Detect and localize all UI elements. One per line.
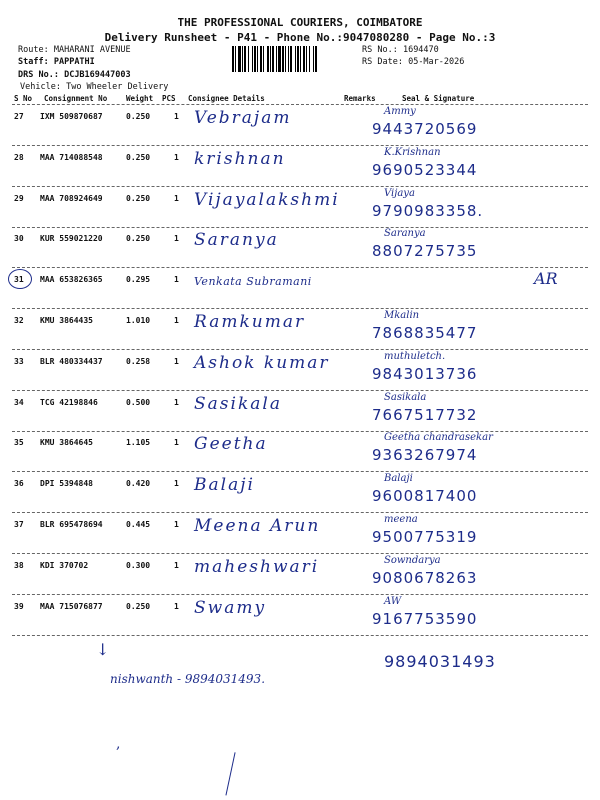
arrow-mark: ↓	[96, 640, 110, 659]
row-phone: 9843013736	[372, 364, 478, 383]
row-pcs: 1	[174, 356, 179, 366]
row-phone: 7667517732	[372, 405, 478, 424]
route-value: MAHARANI AVENUE	[53, 45, 131, 55]
row-pcs: 1	[174, 438, 179, 448]
consignment-row	[0, 432, 600, 472]
consignment-row	[0, 106, 600, 146]
row-pcs: 1	[174, 560, 179, 570]
row-consignee-name: Meena Arun	[194, 516, 321, 536]
row-consignment-no: MAA 708924649	[40, 193, 103, 203]
row-pcs: 1	[174, 397, 179, 407]
row-phone: 9690523344	[372, 160, 478, 179]
staff-line: Staff: PAPPATHI	[18, 57, 95, 67]
row-phone: 9080678263	[372, 568, 478, 587]
consignment-row	[0, 228, 600, 268]
col-weight: Weight	[126, 94, 154, 103]
row-pcs: 1	[174, 152, 179, 162]
row-signature: Mkalin	[384, 310, 420, 321]
row-divider	[12, 635, 588, 636]
row-consignment-no: IXM 509870687	[40, 112, 103, 121]
row-consignee-name: Balaji	[194, 475, 255, 496]
row-weight: 0.300	[126, 560, 151, 570]
row-consignment-no: DPI 5394848	[40, 479, 93, 489]
col-consignee: Consignee Details	[188, 94, 265, 103]
vehicle-line: Vehicle: Two Wheeler Delivery	[20, 82, 169, 92]
row-phone: 9790983358.	[372, 201, 484, 220]
row-consignment-no: MAA 653826365	[40, 275, 103, 285]
row-consignment-no: BLR 695478694	[40, 520, 103, 529]
consignment-row	[0, 147, 600, 187]
row-sno: 38	[14, 560, 24, 570]
vehicle-value: Two Wheeler Delivery	[66, 82, 169, 92]
row-pcs: 1	[174, 479, 179, 489]
rs-date-line: RS Date: 05-Mar-2026	[362, 57, 465, 67]
row-phone: 9363267974	[372, 446, 478, 465]
row-weight: 0.250	[126, 152, 151, 162]
route-line: Route: MAHARANI AVENUE	[18, 45, 131, 55]
row-pcs: 1	[174, 234, 179, 244]
row-pcs: 1	[174, 112, 179, 121]
consignment-row	[0, 596, 600, 636]
row-weight: 0.445	[126, 520, 151, 529]
row-consignee-name: maheshwari	[194, 556, 320, 577]
pen-stroke	[225, 752, 236, 795]
row-weight: 0.250	[126, 234, 151, 244]
col-pcs: PCS	[162, 94, 176, 103]
row-consignment-no: KMU 3864645	[40, 438, 93, 448]
runsheet-title: THE PROFESSIONAL COURIERS, COIMBATORE	[177, 16, 423, 29]
row-pcs: 1	[174, 316, 179, 325]
col-sno: S No	[14, 94, 33, 103]
row-consignee-name: Vebrajam	[194, 108, 292, 128]
row-pcs: 1	[174, 275, 179, 285]
row-signature: Balaji	[384, 473, 413, 485]
row-sno: 33	[14, 356, 24, 366]
col-consignment: Consignment No	[44, 94, 108, 103]
row-weight: 0.295	[126, 275, 151, 285]
row-consignee-name: Vijayalakshmi	[194, 189, 340, 210]
consignment-row	[0, 392, 600, 432]
row-phone: 9600817400	[372, 487, 478, 506]
row-phone: 8807275735	[372, 242, 478, 261]
row-signature: Saranya	[384, 228, 426, 240]
drs-value: DCJB169447003	[64, 70, 131, 80]
row-consignment-no: MAA 715076877	[40, 601, 103, 611]
row-phone: 9443720569	[372, 120, 478, 138]
rs-date-value: 05-Mar-2026	[408, 57, 465, 67]
row-signature: Sowndarya	[384, 554, 441, 566]
row-phone: 9500775319	[372, 528, 478, 546]
row-weight: 0.250	[126, 193, 151, 203]
row-consignee-name: krishnan	[194, 148, 286, 169]
drs-line: DRS No.: DCJB169447003	[18, 70, 131, 80]
row-signature: K.Krishnan	[384, 146, 441, 158]
row-sno: 29	[14, 193, 24, 203]
staff-value: PAPPATHI	[53, 57, 95, 67]
row-phone: 9167753590	[372, 609, 478, 628]
row-weight: 1.010	[126, 316, 151, 325]
row-weight: 1.105	[126, 438, 151, 448]
row-pcs: 1	[174, 601, 179, 611]
row-consignee-name: Ramkumar	[194, 312, 306, 332]
row-signature: AW	[384, 595, 402, 607]
consignment-row	[0, 351, 600, 391]
rs-no-line: RS No.: 1694470	[362, 45, 439, 55]
consignment-row	[0, 514, 600, 554]
row-consignment-no: KUR 559021220	[40, 234, 103, 244]
row-weight: 0.250	[126, 601, 151, 611]
consignment-row	[0, 473, 600, 513]
row-consignment-no: BLR 480334437	[40, 356, 103, 366]
barcode-bar	[317, 46, 318, 72]
row-signature: AR	[534, 269, 558, 289]
row-sno: 32	[14, 316, 24, 325]
handwritten-note: nishwanth - 9894031493.	[110, 672, 266, 686]
row-signature: muthuletch.	[384, 350, 446, 362]
col-remarks: Remarks	[344, 94, 376, 103]
circled-number-mark	[8, 269, 32, 289]
consignment-row	[0, 269, 600, 309]
row-consignee-name: Ashok kumar	[194, 352, 330, 373]
row-consignee-name: Venkata Subramani	[194, 275, 312, 289]
row-consignee-name: Swamy	[194, 597, 267, 618]
row-sno: 28	[14, 152, 24, 162]
header-divider	[12, 104, 588, 105]
consignment-row	[0, 188, 600, 228]
rs-no-value: 1694470	[402, 45, 439, 55]
row-sno: 30	[14, 234, 24, 244]
row-weight: 0.500	[126, 397, 151, 407]
row-pcs: 1	[174, 193, 179, 203]
row-sno: 39	[14, 601, 24, 611]
extra-phone: 9894031493	[384, 652, 496, 671]
row-weight: 0.250	[126, 112, 151, 121]
row-consignment-no: MAA 714088548	[40, 152, 103, 162]
row-sno: 31	[14, 275, 24, 285]
row-signature: Geetha chandrasekar	[384, 432, 493, 444]
comma-mark: ,	[116, 736, 121, 752]
barcode	[232, 46, 358, 72]
row-sno: 37	[14, 520, 24, 529]
row-signature: Ammy	[384, 106, 416, 117]
row-pcs: 1	[174, 520, 179, 529]
runsheet-subtitle: Delivery Runsheet - P41 - Phone No.:9047080280 - Page No.:3	[104, 31, 496, 44]
row-weight: 0.258	[126, 356, 151, 366]
row-consignee-name: Geetha	[194, 434, 268, 455]
consignment-row	[0, 555, 600, 595]
col-seal: Seal & Signature	[402, 94, 475, 103]
row-consignee-name: Sasikala	[194, 393, 282, 414]
row-sno: 34	[14, 397, 24, 407]
row-sno: 35	[14, 438, 24, 448]
row-consignee-name: Saranya	[194, 230, 279, 251]
row-signature: Vijaya	[384, 187, 415, 199]
row-consignment-no: KMU 3864435	[40, 316, 93, 325]
row-phone: 7868835477	[372, 324, 478, 342]
consignment-row	[0, 310, 600, 350]
row-sno: 36	[14, 479, 24, 489]
row-consignment-no: KDI 370702	[40, 560, 89, 570]
row-signature: meena	[384, 514, 418, 525]
row-signature: Sasikala	[384, 391, 427, 403]
row-sno: 27	[14, 112, 24, 121]
row-weight: 0.420	[126, 479, 151, 489]
row-consignment-no: TCG 42198846	[40, 397, 98, 407]
